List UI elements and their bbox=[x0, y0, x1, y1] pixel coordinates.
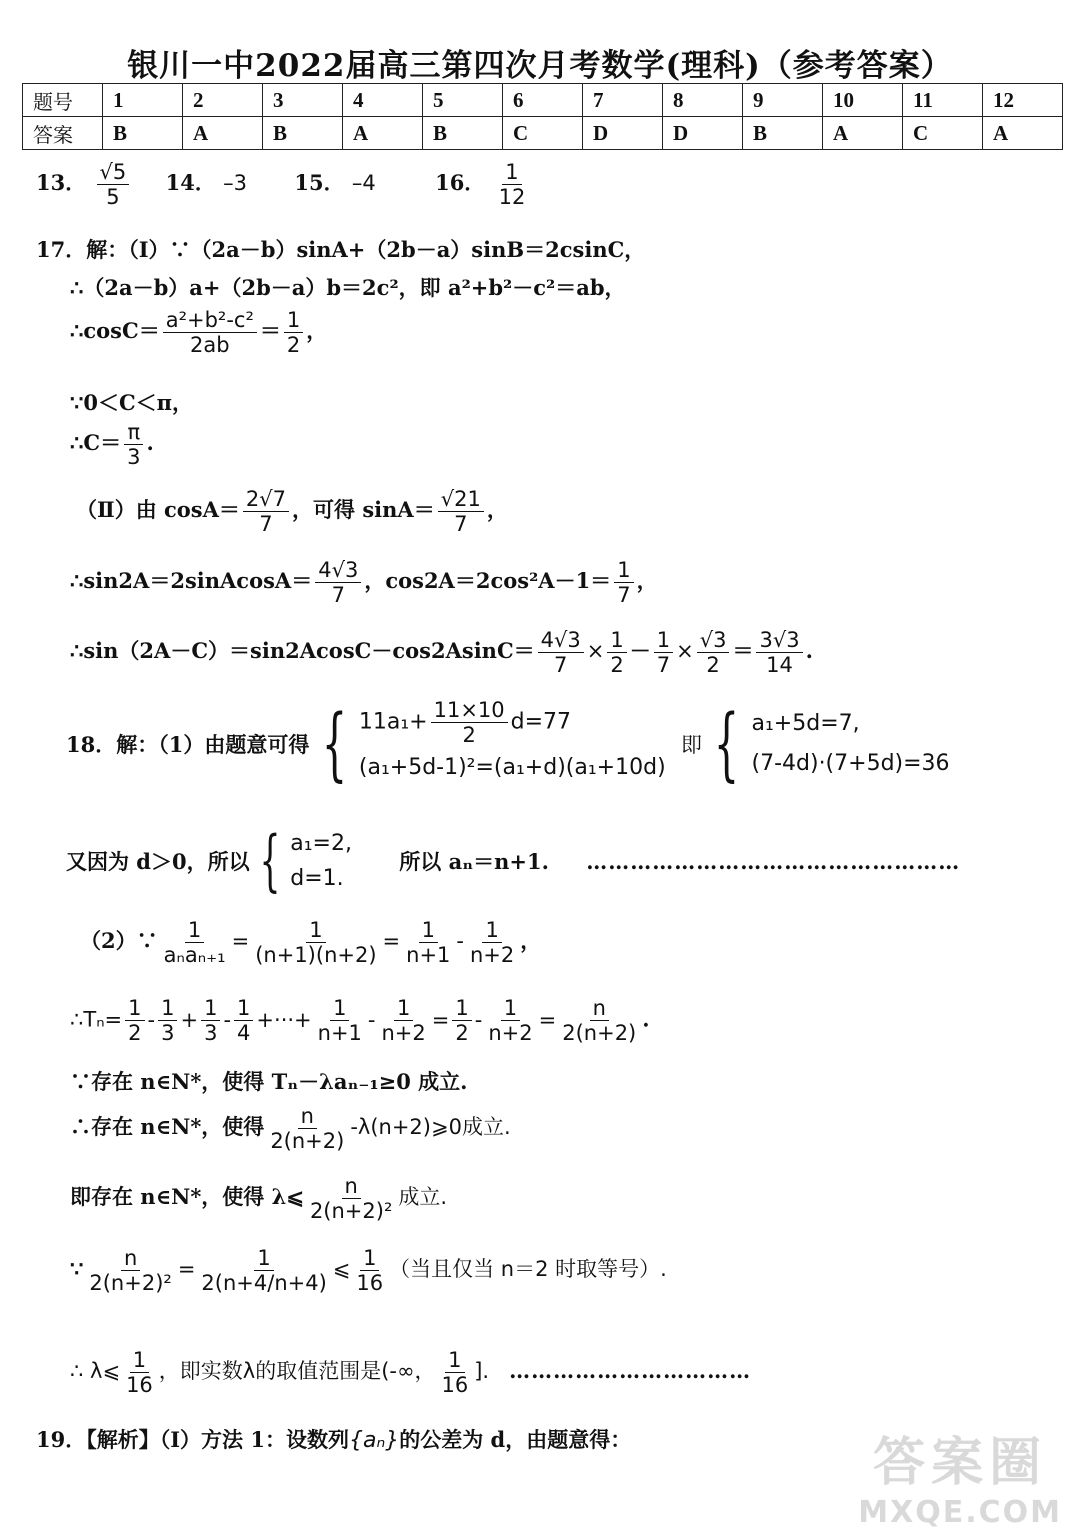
solution-18-line-1: 18．解：（1）由题意可得 { 11a₁+ $\frac{11\times 10}{2}$ d=77 (a₁+5d-1)²=(a₁+d)(a₁+10d) 即 { a₁+5d=7, (7-4d)·(7+5d)=36 bbox=[66, 696, 950, 790]
operator: - bbox=[223, 1007, 232, 1032]
equation-system: a₁=2, d=1. bbox=[290, 831, 352, 892]
question-number: 6 bbox=[503, 84, 583, 117]
answer-cell: A bbox=[983, 117, 1063, 150]
answer-cell: D bbox=[663, 117, 743, 150]
q16-label: 16． bbox=[435, 170, 486, 196]
q15-answer: –4 bbox=[351, 171, 376, 196]
fraction: $\frac{1}{3}$ bbox=[201, 996, 220, 1045]
fraction: $\frac{1}{3}$ bbox=[158, 996, 177, 1045]
answer-cell: A bbox=[823, 117, 903, 150]
operator: - bbox=[367, 1007, 376, 1032]
fraction: $\frac{1}{n+2}$ bbox=[381, 996, 426, 1046]
operator: = bbox=[431, 1007, 450, 1032]
watermark-logo: 答案圈 MXQE.COM bbox=[858, 1433, 1062, 1530]
operator: - bbox=[147, 1007, 156, 1032]
solution-18-line-7: 即存在 n∈N*，使得 λ⩽ $\frac{n}{\text{2(n+2)²}}$ 成立. bbox=[70, 1174, 448, 1224]
solution-18-line-2: 又因为 d＞0，所以 { a₁=2, d=1. 所以 aₙ＝n+1. …………………………………………… bbox=[66, 822, 961, 900]
answer-cell: C bbox=[503, 117, 583, 150]
question-number: 1 bbox=[103, 84, 183, 117]
table-row bbox=[23, 117, 1063, 150]
question-number: 12 bbox=[983, 84, 1063, 117]
solution-17-line-2: ∴（2a－b）a+（2b－a）b＝2c²，即 a²+b²－c²＝ab， bbox=[70, 275, 626, 300]
answer-cell: B bbox=[743, 117, 823, 150]
equation-system: a₁+5d=7, (7-4d)·(7+5d)=36 bbox=[751, 710, 950, 776]
question-number: 8 bbox=[663, 84, 743, 117]
operator: = bbox=[538, 1007, 557, 1032]
left-brace: { bbox=[259, 822, 281, 900]
solution-17-line-8: ∴sin（2A－C）＝sin2AcosC－cos2AsinC＝ $\frac{4√3}{7}$ × $\frac{1}{2}$ － $\frac{1}{7}$ × $\frac{√3}{2}$ ＝ $\frac{3√3}{14}$ . bbox=[70, 628, 813, 678]
fraction: $\frac{1}{n+2}$ bbox=[488, 996, 533, 1046]
table-row bbox=[23, 84, 1063, 117]
answer-cell: C bbox=[903, 117, 983, 150]
operator: +···+ bbox=[256, 1007, 312, 1032]
question-number: 10 bbox=[823, 84, 903, 117]
question-number: 7 bbox=[583, 84, 663, 117]
solution-17-line-7: ∴sin2A＝2sinAcosA＝ $\frac{4√3}{7}$ ，cos2A＝2cos²A－1＝ $\frac{1}{7}$ ， bbox=[70, 558, 658, 608]
answer-cell: B bbox=[423, 117, 503, 150]
answer-cell: D bbox=[583, 117, 663, 150]
page-title: 银川一中2022届高三第四次月考数学(理科)（参考答案） bbox=[127, 48, 953, 84]
question-number: 5 bbox=[423, 84, 503, 117]
fraction: $\frac{1}{2}$ bbox=[125, 996, 144, 1045]
answer-table bbox=[22, 83, 1063, 150]
fraction: $\frac{1}{12}$ bbox=[498, 160, 526, 210]
equation-system: 11a₁+ $\frac{11\times 10}{2}$ d=77 (a₁+5d-1)²=(a₁+d)(a₁+10d) bbox=[358, 698, 666, 781]
left-brace: { bbox=[321, 696, 347, 790]
row-label-number: 题号 bbox=[23, 84, 103, 117]
q13-label: 13． bbox=[36, 170, 87, 196]
question-number: 3 bbox=[263, 84, 343, 117]
left-brace: { bbox=[714, 696, 740, 790]
q14-label: 14． bbox=[165, 170, 216, 196]
fraction: $\frac{1}{4}$ bbox=[234, 996, 253, 1045]
row-label-answer: 答案 bbox=[23, 117, 103, 150]
answer-cell: B bbox=[103, 117, 183, 150]
operator: + bbox=[180, 1007, 199, 1032]
solution-18-line-8: ∵ $\frac{n}{\text{2(n+2)²}}$ = $\frac{1}{2(n+4/n+4)}$ ⩽ $\frac{1}{16}$ （当且仅当 n＝2 时取等号）. bbox=[70, 1246, 667, 1296]
q15-label: 15． bbox=[294, 170, 345, 196]
solution-17-line-1: 17．解：（Ⅰ）∵（2a－b）sinA+（2b－a）sinB＝2csinC， bbox=[36, 237, 646, 262]
operator: - bbox=[474, 1007, 483, 1032]
solution-17-line-3: ∴cosC＝ $\frac{\text{a²+b²-c²}}{2ab}$ ＝ $\frac{1}{2}$ ， bbox=[70, 308, 328, 358]
solution-18-line-4: ∴Tₙ= $\frac{1}{2}$ - $\frac{1}{3}$ + $\frac{1}{3}$ - $\frac{1}{4}$ +···+ $\frac{1}{n+1}$ - $\frac{1}{n+2}$ = $\frac{1}{2}$ - $\frac{1}{n+2}$ = $\frac{n}{2(n+2)}$ . bbox=[70, 996, 650, 1046]
q14-answer: –3 bbox=[223, 171, 248, 196]
solution-18-line-9: ∴ λ⩽ $\frac{1}{16}$ ，即实数λ的取值范围是(-∞， $\frac{1}{16}$ ]. …………………………… bbox=[70, 1348, 752, 1398]
solution-19-line-1: 19．【解析】（Ⅰ）方法 1：设数列{aₙ}的公差为 d，由题意得： bbox=[36, 1427, 632, 1453]
fraction: $\frac{1}{n+1}$ bbox=[317, 996, 362, 1046]
fraction: $\frac{√5}{5}$ bbox=[97, 160, 130, 209]
answer-cell: A bbox=[343, 117, 423, 150]
solution-18-line-5: ∵存在 n∈N*，使得 Tₙ－λaₙ₋₁≥0 成立. bbox=[70, 1069, 468, 1094]
answer-cell: A bbox=[183, 117, 263, 150]
question-number: 11 bbox=[903, 84, 983, 117]
solution-17-line-4: ∵0＜C＜π， bbox=[70, 390, 194, 415]
question-number: 4 bbox=[343, 84, 423, 117]
question-number: 2 bbox=[183, 84, 263, 117]
question-number: 9 bbox=[743, 84, 823, 117]
fill-in-answers bbox=[36, 160, 531, 209]
solution-18-line-3: （2）∵ $\frac{1}{\text{aₙaₙ₊₁}}$ = $\frac{1}{(n+1)(n+2)}$ = $\frac{1}{n+1}$ - $\frac{1}{n+2}$ ， bbox=[80, 918, 542, 968]
solution-17-line-5: ∴C＝ $\frac{\pi}{3}$ . bbox=[70, 420, 154, 470]
fraction: $\frac{n}{2(n+2)}$ bbox=[562, 996, 637, 1046]
solution-17-line-6: （Ⅱ）由 cosA＝ $\frac{2√7}{7}$ ，可得 sinA＝ $\frac{√21}{7}$ ， bbox=[76, 487, 508, 537]
solution-18-line-6: ∴存在 n∈N*，使得 $\frac{n}{2(n+2)}$ -λ(n+2)⩾0成立. bbox=[70, 1104, 511, 1154]
answer-cell: B bbox=[263, 117, 343, 150]
fraction: $\frac{1}{2}$ bbox=[452, 996, 471, 1045]
